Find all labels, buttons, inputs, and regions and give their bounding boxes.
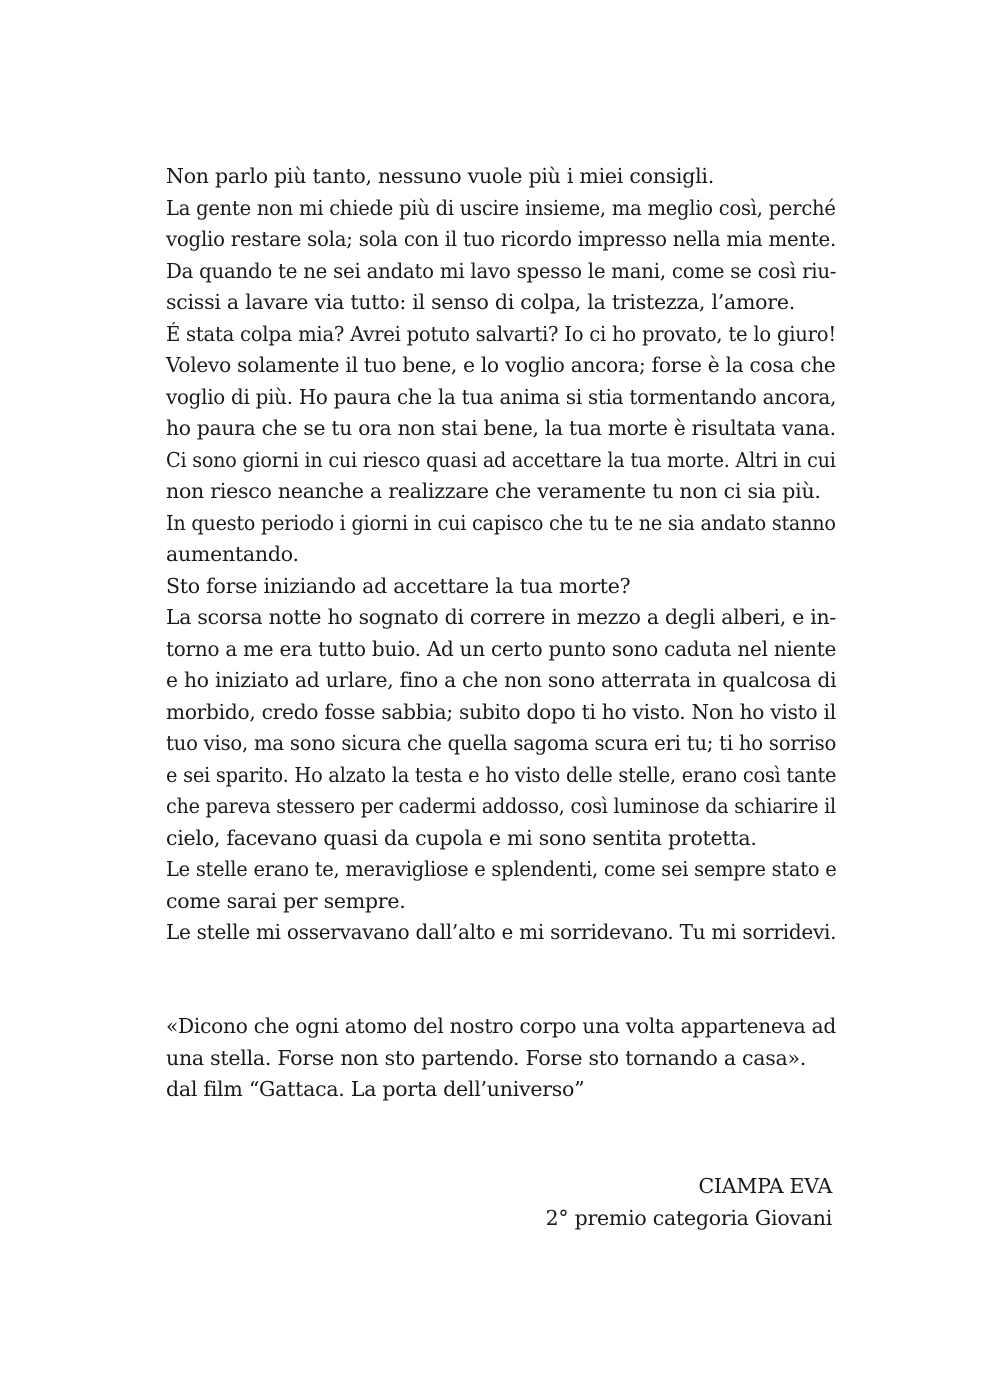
body-line: come sarai per sempre. [166, 888, 406, 913]
body-line: che pareva stessero per cadermi addosso, così luminose da schiarire il [166, 794, 836, 818]
body-line: Non parlo più tanto, nessuno vuole più i miei consigli. [166, 164, 714, 188]
quote-line: «Dicono che ogni atomo del nostro corpo una volta apparteneva ad [166, 1014, 836, 1038]
body-line: torno a me era tutto buio. Ad un certo punto sono caduta nel niente [166, 636, 837, 661]
body-line: scissi a lavare via tutto: il senso di colpa, la tristezza, l’amore. [166, 290, 795, 314]
quote-line: una stella. Forse non sto partendo. Forse sto tornando a casa». [166, 1045, 807, 1070]
body-line: La gente non mi chiede più di uscire insieme, ma meglio così, perché [166, 195, 836, 220]
body-line: Le stelle erano te, meravigliose e splendenti, come sei sempre stato e [166, 857, 837, 881]
body-line: Le stelle mi osservavano dall’alto e mi sorridevano. Tu mi sorridevi. [166, 920, 837, 944]
body-line: cielo, facevano quasi da cupola e mi sono sentita protetta. [166, 825, 757, 850]
body-line: Sto forse iniziando ad accettare la tua morte? [166, 573, 631, 598]
body-line: tuo viso, ma sono sicura che quella sagoma scura eri tu; ti ho sorriso [166, 731, 837, 755]
quote-source: dal film “Gattaca. La porta dell’universo” [166, 1077, 585, 1101]
body-line: voglio di più. Ho paura che la tua anima si stia tormentando ancora, [166, 384, 837, 409]
body-line: morbido, credo fosse sabbia; subito dopo ti ho visto. Non ho visto il [166, 699, 836, 724]
body-line: In questo periodo i giorni in cui capisco che tu te ne sia andato stanno [166, 510, 836, 535]
body-line: La scorsa notte ho sognato di correre in mezzo a degli alberi, e in- [166, 605, 837, 629]
signature-block [332, 1171, 832, 1234]
body-line: aumentando. [166, 542, 299, 566]
body-line: Volevo solamente il tuo bene, e lo voglio ancora; forse è la cosa che [166, 353, 836, 377]
body-line: ho paura che se tu ora non stai bene, la tua morte è risultata vana. [166, 416, 836, 440]
body-line: Ci sono giorni in cui riesco quasi ad accettare la tua morte. Altri in cui [166, 447, 836, 472]
author-name: CIAMPA EVA [698, 1174, 832, 1198]
body-line: e sei sparito. Ho alzato la testa e ho visto delle stelle, erano così tante [166, 762, 837, 787]
body-line: Da quando te ne sei andato mi lavo spesso le mani, come se così riu- [166, 258, 837, 283]
award-caption: 2° premio categoria Giovani [545, 1205, 832, 1230]
body-text [166, 161, 836, 949]
body-line: É stata colpa mia? Avrei potuto salvarti? Io ci ho provato, te lo giuro! [166, 321, 837, 346]
body-line: e ho iniziato ad urlare, fino a che non sono atterrata in qualcosa di [166, 668, 837, 692]
closing-quote [166, 1011, 836, 1106]
body-line: non riesco neanche a realizzare che veramente tu non ci sia più. [166, 479, 821, 503]
body-line: voglio restare sola; sola con il tuo ricordo impresso nella mia mente. [166, 227, 837, 251]
